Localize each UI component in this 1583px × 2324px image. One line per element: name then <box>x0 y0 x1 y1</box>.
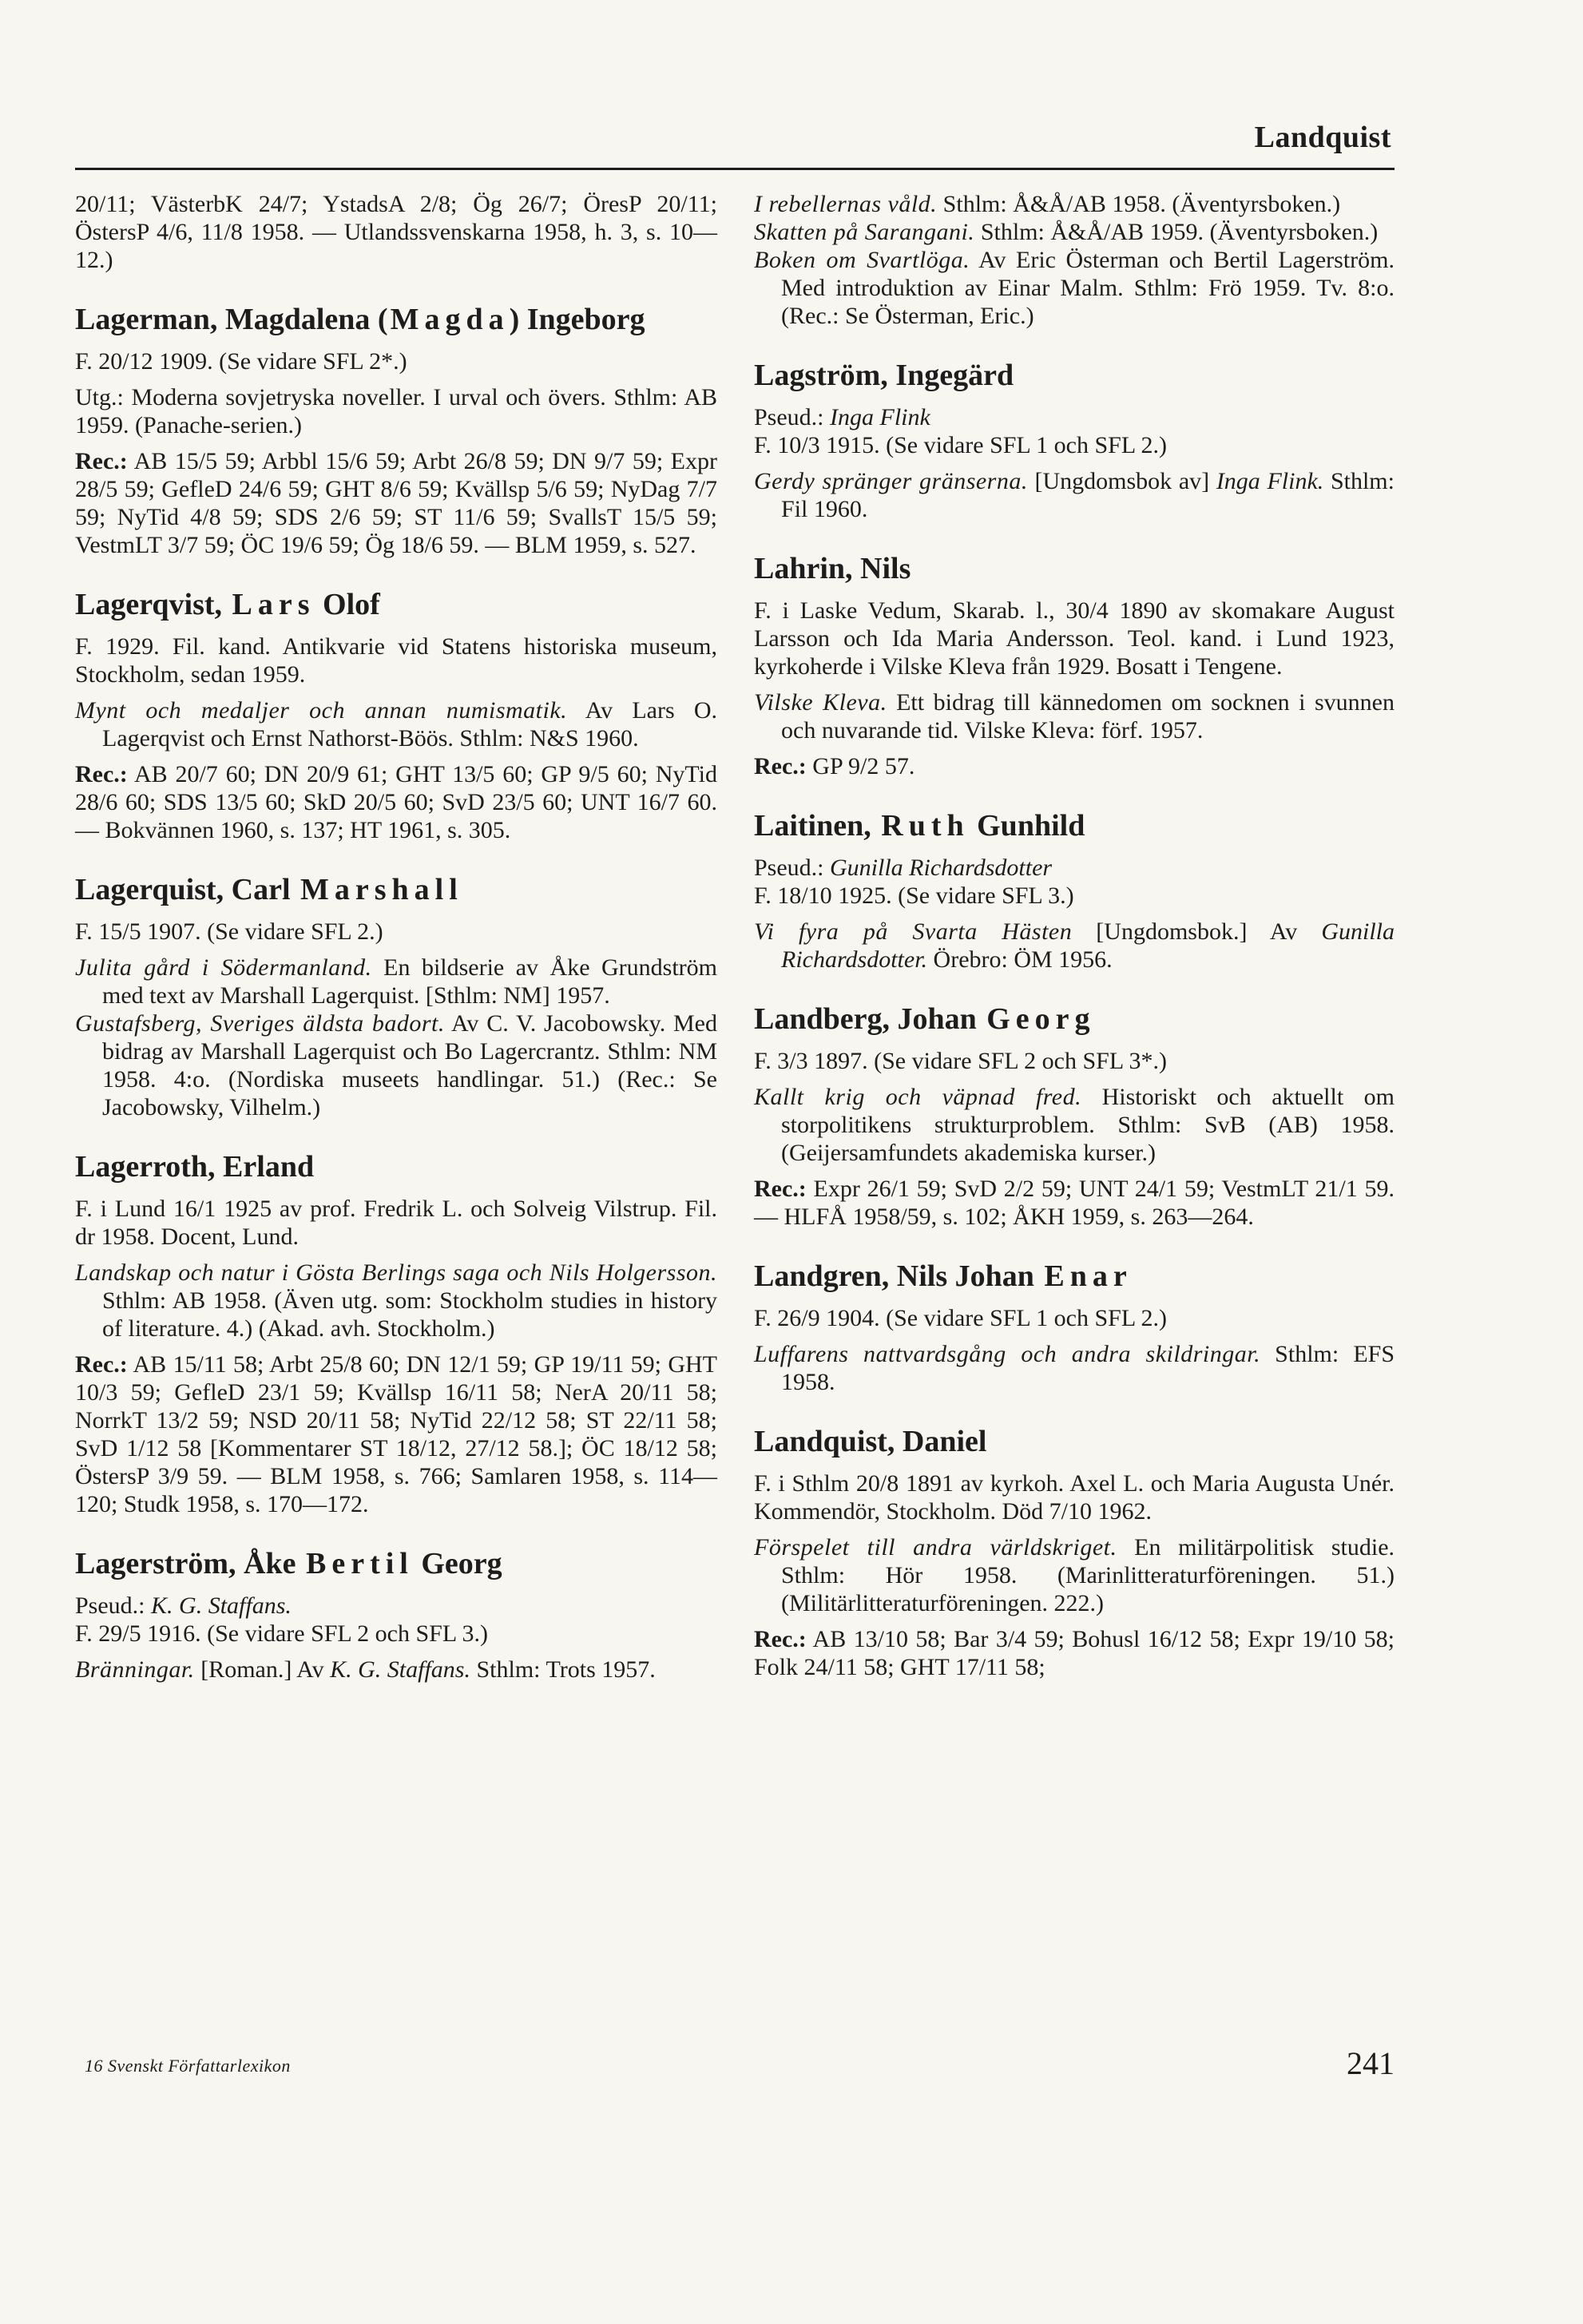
left-column <box>75 190 717 1711</box>
entry-bio: F. 3/3 1897. (Se vidare SFL 2 och SFL 3*.) <box>754 1048 1168 1074</box>
entry-utg: Utg.: Moderna sovjetryska noveller. I urval och övers. Sthlm: AB 1959. (Panache-serien.) <box>75 384 717 438</box>
entry-reviews: Rec.: AB 13/10 58; Bar 3/4 59; Bohusl 16/12 58; Expr 19/10 58; Folk 24/11 58; GHT 17/11 58; <box>754 1626 1395 1680</box>
entry-bio: F. 26/9 1904. (Se vidare SFL 1 och SFL 2.) <box>754 1305 1168 1331</box>
entry-bio: F. i Lund 16/1 1925 av prof. Fredrik L. och Solveig Vilstrup. Fil. dr 1958. Docent, Lund. <box>75 1196 717 1250</box>
entry-work: Kallt krig och väpnad fred. Historiskt och aktuellt om storpolitikens strukturproblem. Sthlm: SvB (AB) 1958. (Geijersamfundets akademiska kurser.) <box>754 1084 1395 1166</box>
entry-landquist <box>754 1423 1395 1681</box>
entry-name: Lagström, Ingegärd <box>754 359 1014 392</box>
entry-bio: F. 18/10 1925. (Se vidare SFL 3.) <box>754 882 1074 909</box>
entry-reviews: Rec.: AB 20/7 60; DN 20/9 61; GHT 13/5 60; GP 9/5 60; NyTid 28/6 60; SDS 13/5 60; SkD 20/5 60; SvD 23/5 60; UNT 16/7 60. — Bokvännen 1960, s. 137; HT 1961, s. 305. <box>75 761 717 843</box>
entry-name: Lagerqvist, Lars Olof <box>75 588 380 621</box>
entry-work: Vi fyra på Svarta Hästen [Ungdomsbok.] Av Gunilla Richardsdotter. Örebro: ÖM 1956. <box>754 918 1395 973</box>
footer-signature: 16 Svenskt Författarlexikon <box>85 2056 291 2076</box>
entry-bio: F. 10/3 1915. (Se vidare SFL 1 och SFL 2.) <box>754 432 1168 458</box>
right-column <box>754 190 1395 1708</box>
entry-work: Landskap och natur i Gösta Berlings saga och Nils Holgersson. Sthlm: AB 1958. (Även utg. som: Stockholm studies in history of literature. 4.) (Akad. avh. Stockholm.) <box>75 1259 717 1342</box>
entry-bio: F. 29/5 1916. (Se vidare SFL 2 och SFL 3.) <box>75 1620 489 1647</box>
entry-reviews: Rec.: AB 15/11 58; Arbt 25/8 60; DN 12/1 59; GP 19/11 59; GHT 10/3 59; GefleD 23/1 59; Kvällsp 16/11 58; NerA 20/11 58; NorrkT 13/2 59; NSD 20/11 58; NyTid 22/12 58; ST 22/11 58; SvD 1/12 58 [Kommentarer ST 18/12, 27/12 58.]; ÖC 18/12 58; ÖstersP 3/9 59. — BLM 1958, s. 766; Samlaren 1958, s. 114—120; Studk 1958, s. 170—172. <box>75 1351 717 1517</box>
entry-lahrin <box>754 550 1395 780</box>
page-number: 241 <box>1347 2045 1395 2081</box>
entry-work: Förspelet till andra världskriget. En militärpolitisk studie. Sthlm: Hör 1958. (Marinlitteraturföreningen. 51.) (Militärlitteraturföreningen. 222.) <box>754 1534 1395 1616</box>
entry-name: Laitinen, Ruth Gunhild <box>754 809 1085 843</box>
entry-lagerman <box>75 301 717 559</box>
entry-work: Skatten på Sarangani. Sthlm: Å&Å/AB 1959. (Äventyrsboken.) <box>754 219 1379 245</box>
entry-work: Bränningar. [Roman.] Av K. G. Staffans. Sthlm: Trots 1957. <box>75 1656 656 1683</box>
entry-bio: F. 1929. Fil. kand. Antikvarie vid Statens historiska museum, Stockholm, sedan 1959. <box>75 633 717 688</box>
entry-name: Lagerroth, Erland <box>75 1150 315 1184</box>
entry-bio: F. i Sthlm 20/8 1891 av kyrkoh. Axel L. och Maria Augusta Unér. Kommendör, Stockholm. Död 7/10 1962. <box>754 1470 1395 1525</box>
entry-landberg <box>754 1001 1395 1231</box>
entry-work: Julita gård i Södermanland. En bildserie av Åke Grundström med text av Marshall Lagerquist. [Sthlm: NM] 1957. <box>75 954 717 1009</box>
entry-work: Gerdy spränger gränserna. [Ungdomsbok av] Inga Flink. Sthlm: Fil 1960. <box>754 468 1395 522</box>
entry-work: Gustafsberg, Sveriges äldsta badort. Av C. V. Jacobowsky. Med bidrag av Marshall Lagerquist och Bo Lagercrantz. Sthlm: NM 1958. 4:o. (Nordiska museets handlingar. 51.) (Rec.: Se Jacobowsky, Vilhelm.) <box>75 1010 717 1120</box>
entry-reviews: Rec.: Expr 26/1 59; SvD 2/2 59; UNT 24/1 59; VestmLT 21/1 59. — HLFÅ 1958/59, s. 102; ÅKH 1959, s. 263—264. <box>754 1176 1395 1230</box>
entry-lagerstrom <box>75 1545 717 1684</box>
entry-lagstrom <box>754 357 1395 523</box>
entry-bio: F. 15/5 1907. (Se vidare SFL 2.) <box>75 918 383 945</box>
entry-name: Lagerquist, Carl Marshall <box>75 873 463 906</box>
entry-pseudonym: Pseud.: Inga Flink <box>754 404 930 430</box>
continued-text: 20/11; VästerbK 24/7; YstadsA 2/8; Ög 26/7; ÖresP 20/11; ÖstersP 4/6, 11/8 1958. — Utlandssvenskarna 1958, h. 3, s. 10—12.) <box>75 191 717 273</box>
entry-name: Lahrin, Nils <box>754 552 911 585</box>
entry-pseudonym: Pseud.: K. G. Staffans. <box>75 1592 292 1619</box>
entry-work: Vilske Kleva. Ett bidrag till kännedomen om socknen i svunnen och nuvarande tid. Vilske Kleva: förf. 1957. <box>754 689 1395 744</box>
entry-lagerroth <box>75 1148 717 1518</box>
header-rule <box>75 168 1395 170</box>
entry-pseudonym: Pseud.: Gunilla Richardsdotter <box>754 855 1053 881</box>
entry-name: Lagerman, Magdalena (Magda) Ingeborg <box>75 303 645 336</box>
entry-reviews: Rec.: AB 15/5 59; Arbbl 15/6 59; Arbt 26/8 59; DN 9/7 59; Expr 28/5 59; GefleD 24/6 59; GHT 8/6 59; Kvällsp 5/6 59; NyDag 7/7 59; NyTid 4/8 59; SDS 2/6 59; ST 11/6 59; SvallsT 15/5 59; VestmLT 3/7 59; ÖC 19/6 59; Ög 18/6 59. — BLM 1959, s. 527. <box>75 448 717 558</box>
entry-work: I rebellernas våld. Sthlm: Å&Å/AB 1958. (Äventyrsboken.) <box>754 191 1341 217</box>
entry-name: Lagerström, Åke Bertil Georg <box>75 1547 502 1580</box>
entry-lagerqvist <box>75 586 717 844</box>
entry-landgren <box>754 1258 1395 1396</box>
entry-work: Boken om Svartlöga. Av Eric Österman och Bertil Lagerström. Med introduktion av Einar Malm. Sthlm: Frö 1959. Tv. 8:o. (Rec.: Se Österman, Eric.) <box>754 247 1395 329</box>
entry-name: Landgren, Nils Johan Enar <box>754 1259 1133 1293</box>
entry-work: Mynt och medaljer och annan numismatik. Av Lars O. Lagerqvist och Ernst Nathorst-Böös. Sthlm: N&S 1960. <box>75 697 717 752</box>
entry-reviews: Rec.: GP 9/2 57. <box>754 753 915 779</box>
entry-bio: F. 20/12 1909. (Se vidare SFL 2*.) <box>75 348 407 375</box>
entry-work: Luffarens nattvardsgång och andra skildringar. Sthlm: EFS 1958. <box>754 1341 1395 1395</box>
entry-lagerquist <box>75 871 717 1121</box>
entry-laitinen <box>754 807 1395 974</box>
entry-bio: F. i Laske Vedum, Skarab. l., 30/4 1890 av skomakare August Larsson och Ida Maria Andersson. Teol. kand. i Lund 1923, kyrkoherde i Vilske Kleva från 1929. Bosatt i Tengene. <box>754 597 1395 680</box>
running-header: Landquist <box>1254 121 1391 154</box>
continued-works <box>754 190 1395 330</box>
entry-name: Landberg, Johan Georg <box>754 1002 1096 1036</box>
entry-name: Landquist, Daniel <box>754 1425 987 1458</box>
